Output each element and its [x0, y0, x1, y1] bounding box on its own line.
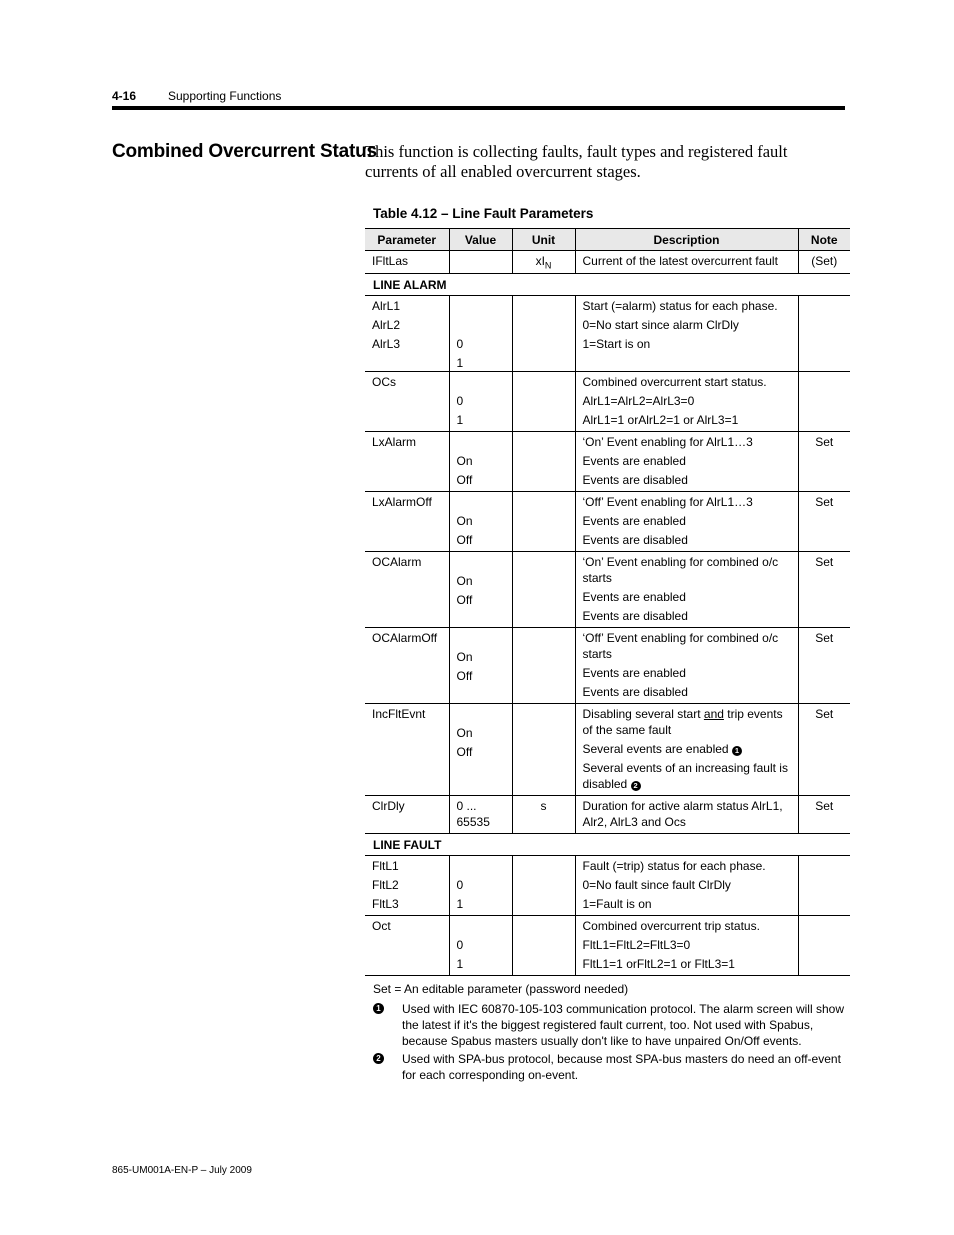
table-row — [365, 432, 850, 492]
cell-description: Current of the latest overcurrent fault — [575, 251, 798, 274]
cell-unit — [512, 628, 575, 704]
cell-unit — [512, 251, 575, 274]
description-line: FltL1=1 orFltL2=1 or FltL3=1 — [582, 957, 735, 972]
description-line: Combined overcurrent trip status. — [582, 919, 760, 934]
value-line — [457, 706, 505, 722]
value-line: On — [456, 726, 473, 741]
page-number: 4-16 — [112, 89, 137, 103]
cell-description — [575, 372, 798, 432]
cell-note: Set — [798, 492, 850, 552]
table-caption: Table 4.12 – Line Fault Parameters — [373, 206, 594, 221]
value-line: Off — [456, 745, 473, 760]
description-line: Events are disabled — [582, 473, 688, 488]
footnote-1-icon: 1 — [373, 1003, 384, 1014]
table-row — [365, 856, 850, 916]
cell-note — [798, 856, 850, 916]
table-row — [365, 492, 850, 552]
value-line: 1 — [456, 356, 464, 371]
cell-unit — [512, 492, 575, 552]
value-line: 0 — [456, 938, 464, 953]
value-line: 0 — [456, 394, 464, 409]
cell-unit: s — [512, 796, 575, 834]
section-intro: This function is collecting faults, fault types and registered fault currents of all enabled overcurrent stages. — [365, 142, 788, 181]
cell-value — [449, 552, 512, 628]
footnote-2 — [373, 1051, 850, 1083]
cell-description — [575, 296, 798, 372]
param-line: Oct — [372, 919, 391, 934]
cell-note: (Set) — [798, 251, 850, 274]
value-line — [457, 317, 505, 333]
table-row — [365, 296, 850, 372]
footnote-1 — [373, 1001, 850, 1049]
description-line: Combined overcurrent start status. — [582, 375, 767, 390]
section-label: LINE FAULT — [365, 834, 850, 856]
table-header-row — [365, 229, 850, 251]
desc-text: trip events of the same fault — [582, 707, 783, 738]
description-line: Events are enabled — [582, 666, 686, 681]
col-header-note: Note — [798, 229, 850, 251]
value-line: 1 — [456, 413, 464, 428]
cell-note: Set — [798, 432, 850, 492]
cell-note — [798, 916, 850, 976]
cell-param — [365, 552, 449, 628]
footnote-1-icon: 1 — [732, 746, 742, 756]
cell-param: IFltLas — [365, 251, 449, 274]
desc-line — [583, 706, 791, 738]
desc-text: Disabling several start — [582, 707, 704, 722]
value-line: Off — [456, 533, 473, 548]
value-line: Off — [456, 669, 473, 684]
cell-unit — [512, 432, 575, 492]
cell-note — [798, 296, 850, 372]
cell-value — [449, 704, 512, 796]
cell-value — [449, 372, 512, 432]
param-line: LxAlarm — [372, 435, 417, 450]
cell-value — [449, 856, 512, 916]
description-line: Events are enabled — [582, 454, 686, 469]
value-line: 1 — [456, 957, 464, 972]
description-line: ‘On’ Event enabling for AlrL1…3 — [582, 435, 753, 450]
cell-description — [575, 704, 798, 796]
cell-unit — [512, 372, 575, 432]
footer-doc-id: 865-UM001A-EN-P – July 2009 — [112, 1165, 252, 1176]
value-line — [457, 494, 505, 510]
footnotes — [373, 981, 850, 1085]
param-line: AlrL3 — [372, 337, 401, 352]
table-row — [365, 628, 850, 704]
description-line: Events are disabled — [582, 609, 688, 624]
cell-description — [575, 856, 798, 916]
description-line: Events are disabled — [582, 533, 688, 548]
value-line: Off — [456, 593, 473, 608]
cell-description: Duration for active alarm status AlrL1, Alr2, AlrL3 and Ocs — [575, 796, 798, 834]
desc-line — [583, 741, 791, 757]
cell-param — [365, 628, 449, 704]
cell-param — [365, 916, 449, 976]
cell-param: IncFltEvnt — [365, 704, 449, 796]
unit-subscript: N — [544, 260, 552, 271]
description-line: Events are disabled — [582, 685, 688, 700]
table-row-incfltevnt — [365, 704, 850, 796]
cell-value — [449, 432, 512, 492]
value-line — [457, 374, 505, 390]
table-row — [365, 916, 850, 976]
col-header-parameter: Parameter — [365, 229, 449, 251]
cell-description — [575, 628, 798, 704]
table-row — [365, 372, 850, 432]
cell-unit — [512, 704, 575, 796]
desc-text: Several events of an increasing fault is disabled — [582, 761, 788, 792]
cell-description — [575, 492, 798, 552]
col-header-value: Value — [449, 229, 512, 251]
description-line: Start (=alarm) status for each phase. — [582, 299, 778, 314]
cell-unit — [512, 916, 575, 976]
footnote-2-icon: 2 — [373, 1053, 384, 1064]
value-line — [457, 298, 505, 314]
table-row — [365, 251, 850, 274]
value-line: 0 — [456, 337, 464, 352]
cell-unit — [512, 856, 575, 916]
unit-main: xI — [535, 254, 545, 268]
cell-param — [365, 492, 449, 552]
col-header-unit: Unit — [512, 229, 575, 251]
cell-param — [365, 856, 449, 916]
param-line: LxAlarmOff — [372, 495, 432, 510]
description-line: Events are enabled — [582, 590, 686, 605]
value-line — [457, 918, 505, 934]
table-row — [365, 552, 850, 628]
description-line: 1=Start is on — [582, 337, 651, 352]
description-line: AlrL1=1 orAlrL2=1 or AlrL3=1 — [582, 413, 739, 428]
description-line: ‘On’ Event enabling for combined o/c starts — [582, 555, 779, 586]
cell-description — [575, 432, 798, 492]
table-row-clrdly — [365, 796, 850, 834]
description-line: AlrL1=AlrL2=AlrL3=0 — [582, 394, 695, 409]
section-row-line-alarm — [365, 274, 850, 296]
param-line: FltL3 — [372, 897, 399, 912]
param-line: FltL1 — [372, 859, 399, 874]
section-title: Combined Overcurrent Status — [112, 141, 377, 162]
cell-note: Set — [798, 704, 850, 796]
cell-note — [798, 372, 850, 432]
desc-text: Several events are enabled — [582, 742, 732, 757]
param-line: FltL2 — [372, 878, 399, 893]
cell-value: 0 ... 65535 — [449, 796, 512, 834]
cell-note: Set — [798, 796, 850, 834]
value-line — [457, 858, 505, 874]
param-line: OCs — [372, 375, 396, 390]
cell-value — [449, 492, 512, 552]
section-label: LINE ALARM — [365, 274, 850, 296]
value-line: On — [456, 574, 473, 589]
section-row-line-fault — [365, 834, 850, 856]
cell-description — [575, 916, 798, 976]
cell-param — [365, 296, 449, 372]
cell-value — [449, 296, 512, 372]
cell-param: ClrDly — [365, 796, 449, 834]
description-line: 0=No start since alarm ClrDly — [582, 318, 739, 333]
description-line: 0=No fault since fault ClrDly — [582, 878, 731, 893]
value-line — [457, 434, 505, 450]
param-line: AlrL1 — [372, 299, 401, 314]
description-line: ‘Off’ Event enabling for combined o/c starts — [582, 631, 779, 662]
value-line — [457, 630, 505, 646]
value-line — [457, 554, 505, 570]
chapter-title: Supporting Functions — [168, 89, 282, 103]
value-line: On — [456, 514, 473, 529]
cell-note: Set — [798, 552, 850, 628]
cell-description — [575, 552, 798, 628]
cell-param — [365, 372, 449, 432]
col-header-description: Description — [575, 229, 798, 251]
header-rule — [112, 106, 845, 110]
footnote-text: Used with SPA-bus protocol, because most SPA-bus masters do need an off-event for each corresponding on-event. — [402, 1052, 841, 1082]
line-fault-parameters-table — [365, 228, 850, 976]
description-line: 1=Fault is on — [582, 897, 652, 912]
cell-param — [365, 432, 449, 492]
cell-unit — [512, 552, 575, 628]
value-line: Off — [456, 473, 473, 488]
value-line: 1 — [456, 897, 464, 912]
param-line: OCAlarmOff — [372, 631, 438, 646]
cell-note: Set — [798, 628, 850, 704]
cell-value — [449, 916, 512, 976]
desc-underlined: and — [703, 707, 724, 722]
set-note: Set = An editable parameter (password needed) — [373, 982, 629, 996]
description-line: Fault (=trip) status for each phase. — [582, 859, 766, 874]
cell-value — [449, 251, 512, 274]
description-line: ‘Off’ Event enabling for AlrL1…3 — [582, 495, 753, 510]
cell-value — [449, 628, 512, 704]
desc-line — [583, 760, 791, 795]
description-line: Events are enabled — [582, 514, 686, 529]
param-line: OCAlarm — [372, 555, 422, 570]
footnote-2-icon: 2 — [631, 781, 641, 791]
description-line: FltL1=FltL2=FltL3=0 — [582, 938, 691, 953]
footnote-text: Used with IEC 60870-105-103 communication protocol. The alarm screen will show the latest if it's the biggest registered fault current, too. Not used with Spabus, because Spabus masters usually don't like to have unpaired On/Off events. — [402, 1002, 844, 1048]
param-line: AlrL2 — [372, 318, 401, 333]
value-line: On — [456, 650, 473, 665]
cell-unit — [512, 296, 575, 372]
value-line: On — [456, 454, 473, 469]
value-line: 0 — [456, 878, 464, 893]
